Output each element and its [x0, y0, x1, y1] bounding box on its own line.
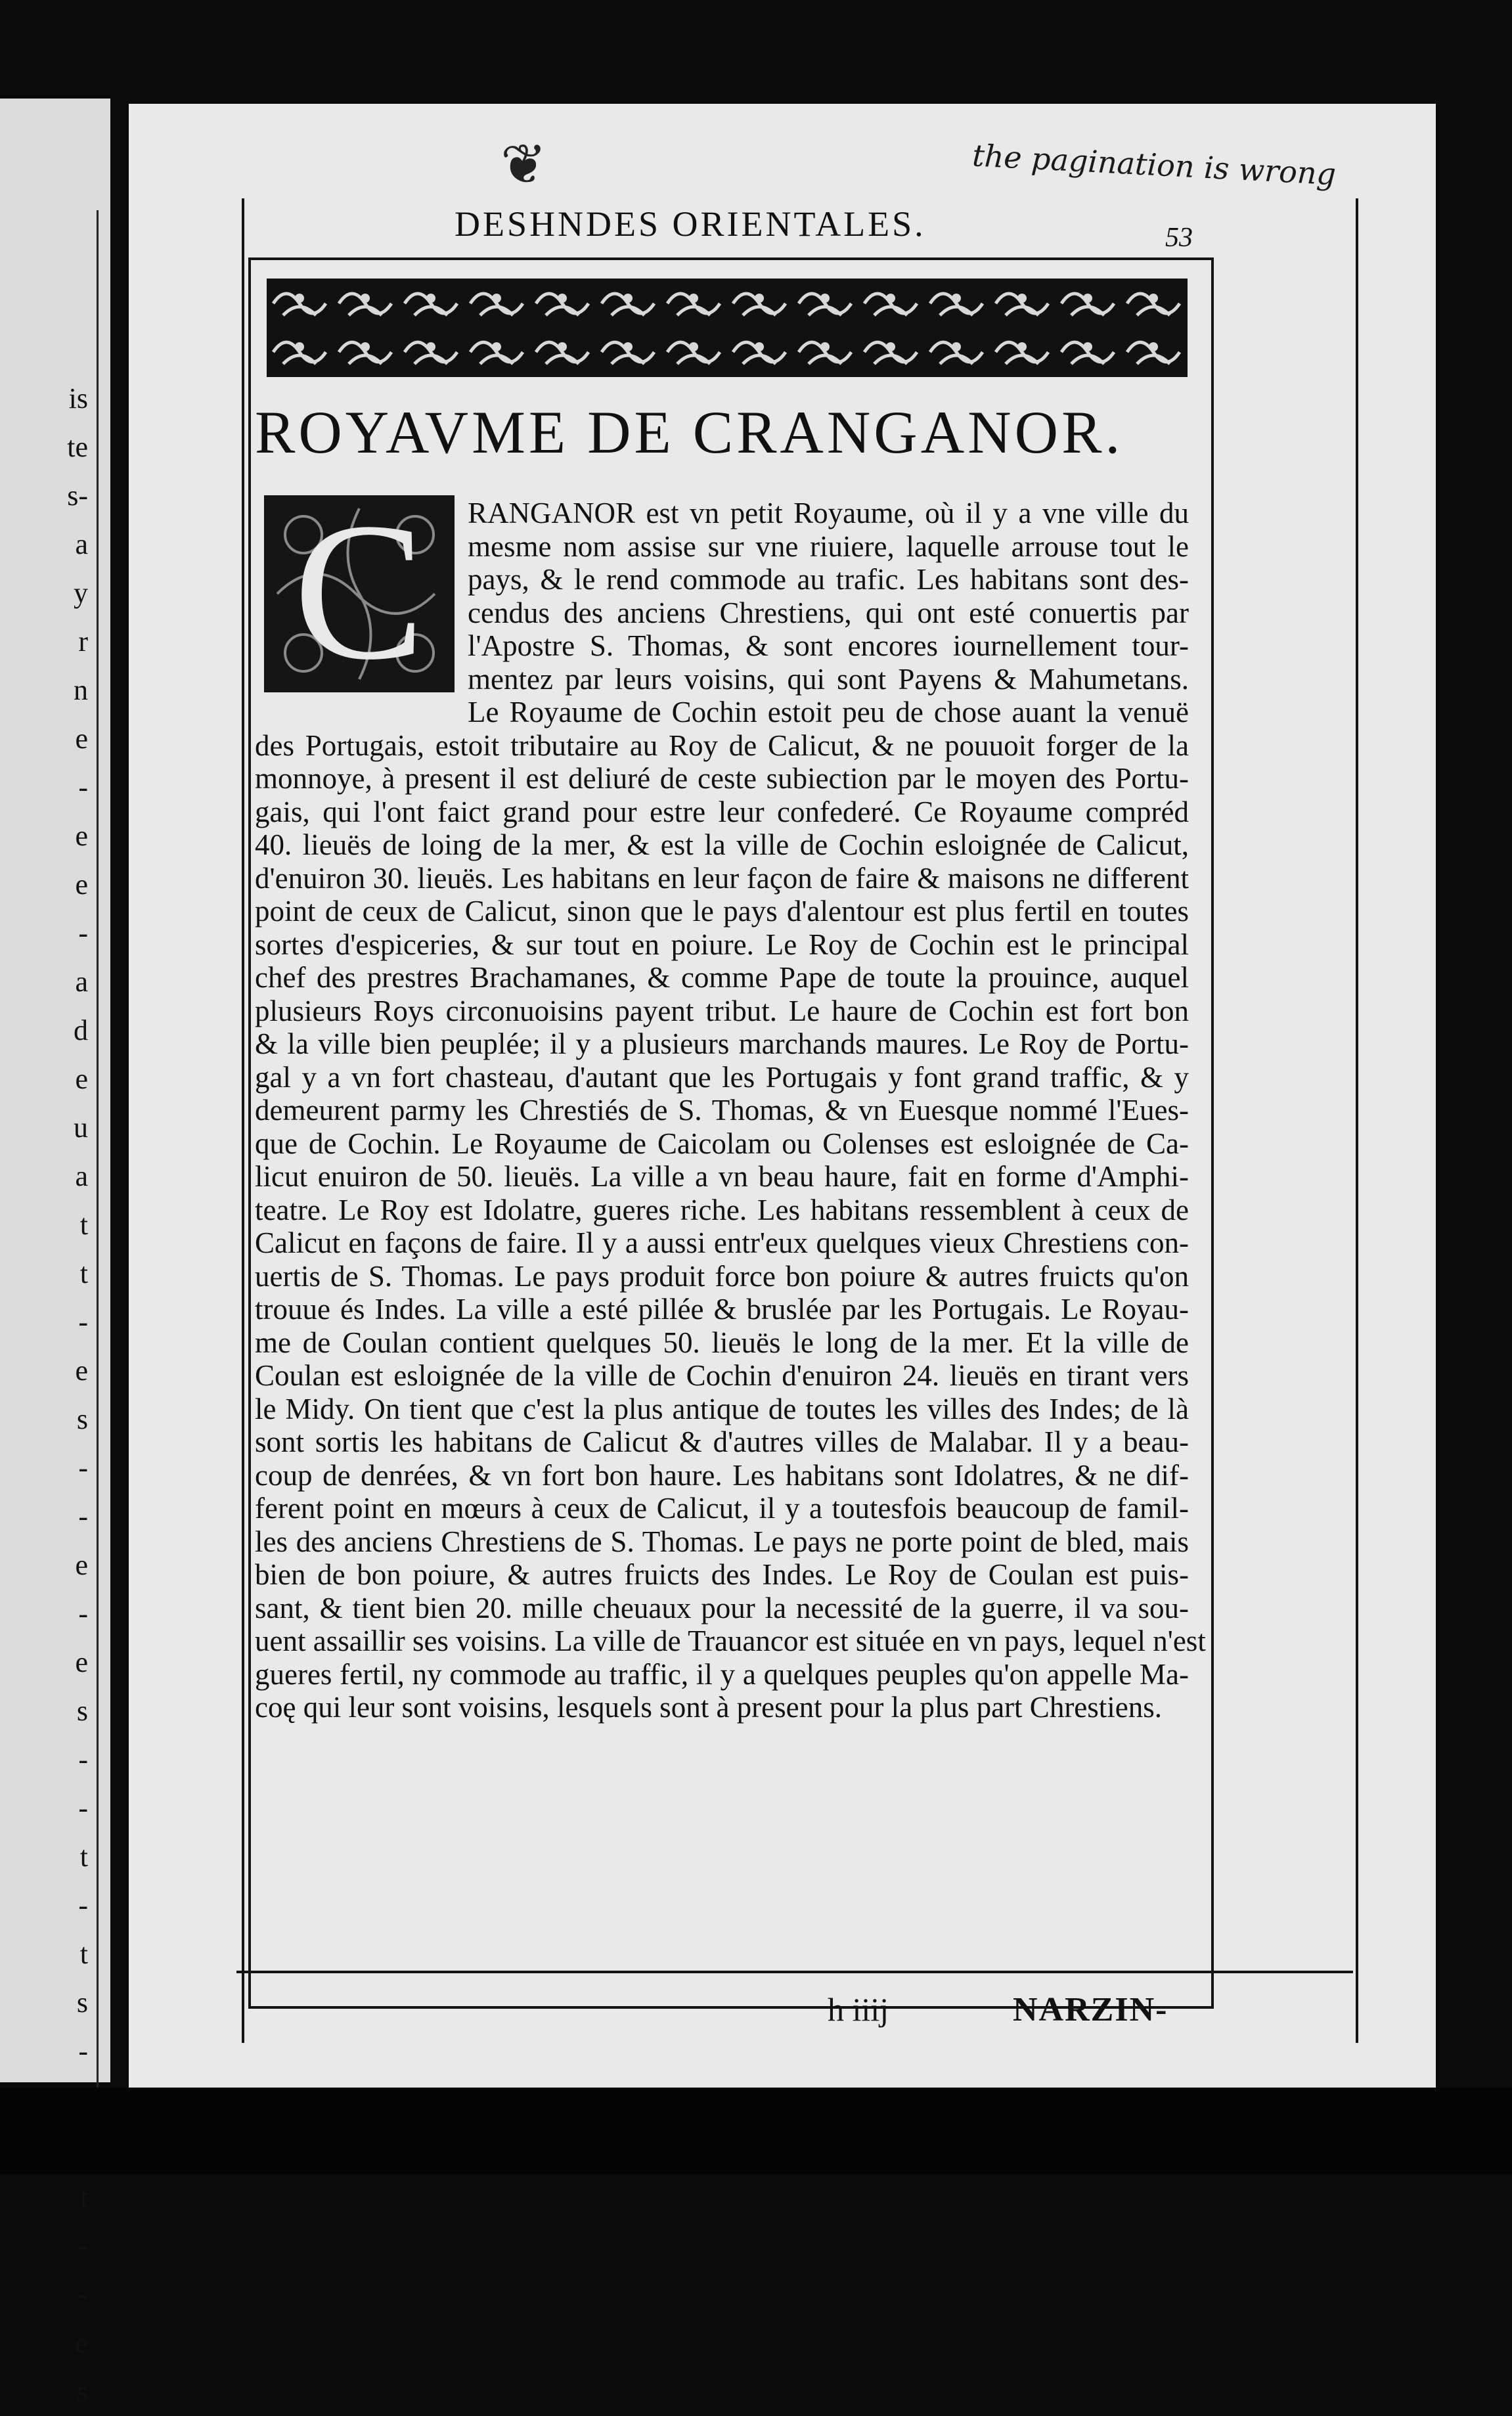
body-line: me de Coulan contient quelques 50. lieuës le long de la mer. Et la ville de	[255, 1326, 1189, 1359]
headpiece-dot	[820, 342, 830, 351]
left-page-char: -	[78, 1452, 88, 1484]
body-line: monnoye, à present il est deliuré de ceste subiection par le moyen des Portu-	[255, 762, 1189, 795]
body-line: mentez par leurs voisins, qui sont Payens & Mahumetans.	[468, 662, 1189, 696]
headpiece-dot	[426, 342, 435, 351]
headpiece-dot	[1017, 294, 1027, 303]
left-page-char: d	[74, 1014, 88, 1046]
left-page-char: e	[75, 1549, 88, 1581]
body-line: point de ceux de Calicut, sinon que le pays d'alentour est plus fertil en toutes	[255, 895, 1189, 928]
headpiece-dot	[558, 294, 567, 303]
headpiece-dot	[1083, 294, 1092, 303]
body-line: sortes d'espiceries, & sur tout en poiure. Le Roy de Cochin est le principal	[255, 928, 1189, 961]
body-line: trouue és Indes. La ville a esté pillée & bruslée par les Portugais. Le Royau-	[255, 1293, 1189, 1326]
left-page-char: e	[75, 723, 88, 755]
headpiece-dot	[755, 294, 764, 303]
left-page-char: s	[76, 2375, 88, 2407]
body-line: gal y a vn fort chasteau, d'autant que les Portugais y font grand traffic, & y	[255, 1060, 1189, 1094]
left-page-char: s-	[67, 480, 88, 512]
left-page-char: -	[78, 2035, 88, 2067]
body-line: ferent point en mœurs à ceux de Calicut, il y a toutesfois beaucoup de famil-	[255, 1492, 1189, 1525]
left-page-char: y	[74, 577, 88, 609]
headpiece-dot	[361, 294, 370, 303]
body-line: 40. lieuës de loing de la mer, & est la ville de Cochin esloignée de Calicut,	[255, 828, 1189, 861]
left-page-char: e	[75, 868, 88, 901]
body-line: RANGANOR est vn petit Royaume, où il y a vne ville du	[468, 497, 1189, 529]
headpiece-dot	[886, 342, 895, 351]
left-page-char: r	[78, 625, 88, 658]
headpiece-dot	[361, 342, 370, 351]
headpiece-dot	[952, 342, 961, 351]
left-page-char: t	[79, 1841, 88, 1873]
left-page-char: -	[78, 1598, 88, 1630]
left-page-char: a	[75, 528, 88, 560]
bottom-shadow	[0, 2088, 1512, 2174]
body-line: des Portugais, estoit tributaire au Roy de Calicut, & ne pouuoit forger de la	[255, 728, 1189, 762]
headpiece-dot	[1149, 294, 1158, 303]
body-line: les des anciens Chrestiens de S. Thomas. Le pays ne porte point de bled, mais	[255, 1525, 1189, 1558]
left-page-char: -	[78, 2229, 88, 2262]
body-line: Calicut en façons de faire. Il y a aussi entr'eux quelques vieux Chrestiens con-	[255, 1226, 1189, 1259]
body-line: teatre. Le Roy est Idolatre, gueres riche. Les habitans ressemblent à ceux de	[255, 1193, 1189, 1226]
running-head: DESHNDES ORIENTALES.	[455, 204, 926, 244]
headpiece-dot	[295, 342, 304, 351]
left-page-char: -	[78, 2278, 88, 2310]
body-line: uertis de S. Thomas. Le pays produit force bon poiure & autres fruicts qu'on	[255, 1259, 1189, 1293]
body-line: demeurent parmy les Chrestiés de S. Thomas, & vn Euesque nommé l'Eues-	[255, 1094, 1189, 1127]
body-line: bien de bon poiure, & autres fruicts des Indes. Le Roy de Coulan est puis-	[255, 1558, 1189, 1591]
left-page-char: -	[78, 1500, 88, 1532]
headpiece-dot	[886, 294, 895, 303]
handwritten-note: the pagination is wrong	[971, 137, 1337, 192]
left-page-char: e	[75, 1354, 88, 1387]
left-page-char: a	[75, 966, 88, 998]
headpiece-dot	[426, 294, 435, 303]
headpiece-dot	[492, 342, 501, 351]
left-page-char: s	[76, 1403, 88, 1435]
chapter-title: ROYAVME DE CRANGANOR.	[255, 399, 1124, 466]
left-page-rule	[97, 210, 99, 2115]
left-page-char: a	[75, 1160, 88, 1192]
headpiece-dot	[1149, 342, 1158, 351]
left-page-char: -	[78, 771, 88, 803]
left-page-char: n	[74, 674, 88, 706]
body-line: uent assaillir ses voisins. La ville de Trauancor est située en vn pays, lequel n'est	[255, 1624, 1206, 1657]
body-line: chef des prestres Brachamanes, & comme Pape de toute la prouince, auquel	[255, 961, 1189, 994]
body-line: le Midy. On tient que c'est la plus antique de toutes les villes des Indes; de là	[255, 1392, 1189, 1425]
top-ornament-icon: ❦	[500, 135, 547, 196]
body-line: gueres fertil, ny commode au traffic, il y a quelques peuples qu'on appelle Ma-	[255, 1657, 1189, 1691]
left-page-char: -	[78, 1889, 88, 1921]
left-page-char: is	[68, 382, 88, 414]
left-page-char: u	[74, 1111, 88, 1144]
body-line: d'enuiron 30. lieuës. Les habitans en leur façon de faire & maisons ne different	[255, 861, 1189, 895]
body-line: plusieurs Roys circonuoisins payent tribut. Le haure de Cochin est fort bon	[255, 994, 1189, 1027]
body-line: Le Royaume de Cochin estoit peu de chose auant la venuë	[468, 696, 1189, 728]
left-page-char: e	[75, 1063, 88, 1095]
left-page-char: e	[75, 1646, 88, 1678]
headpiece-dot	[1017, 342, 1027, 351]
bottom-rule	[236, 1971, 1353, 1973]
body-line: licut enuiron de 50. lieuës. La ville a vn beau haure, fait en forme d'Amphi-	[255, 1160, 1189, 1193]
left-page-char: -	[78, 1306, 88, 1338]
headpiece-dot	[689, 342, 698, 351]
body-line: coę qui leur sont voisins, lesquels sont à present pour la plus part Chrestiens.	[255, 1691, 1163, 1724]
left-page-char: s	[76, 1695, 88, 1727]
headpiece-dot	[623, 294, 633, 303]
headpiece-dot	[623, 342, 633, 351]
headpiece-dot	[558, 342, 567, 351]
left-page-char: -	[78, 1743, 88, 1776]
body-line: que de Cochin. Le Royaume de Caicolam ou Colenses est esloignée de Ca-	[255, 1127, 1189, 1160]
body-line: mesme nom assise sur vne riuiere, laquelle arrouse tout le	[468, 529, 1189, 563]
body-line: cendus des anciens Chrestiens, qui ont esté conuertis par	[468, 596, 1189, 629]
headpiece-dot	[295, 294, 304, 303]
left-page-char: t	[79, 2181, 88, 2213]
page-number: 53	[1165, 223, 1193, 253]
left-page-char: t	[79, 1938, 88, 1970]
catchword: NARZIN-	[1013, 1991, 1168, 2028]
body-line: pays, & le rend commode au trafic. Les habitans sont des-	[468, 563, 1189, 596]
body-line: & la ville bien peuplée; il y a plusieurs marchands maures. Le Roy de Portu-	[255, 1027, 1189, 1060]
headpiece-dot	[689, 294, 698, 303]
body-line: sont sortis les habitans de Calicut & d'autres villes de Malabar. Il y a beau-	[255, 1425, 1189, 1458]
left-page-char: -	[78, 917, 88, 949]
ornamental-headpiece	[267, 279, 1188, 377]
headpiece-dot	[492, 294, 501, 303]
left-page-char: t	[79, 1257, 88, 1289]
body-line: coup de denrées, & vn fort bon haure. Les habitans sont Idolatres, & ne dif-	[255, 1458, 1189, 1492]
headpiece-dot	[820, 294, 830, 303]
body-line: sant, & tient bien 20. mille cheuaux pour la necessité de la guerre, il va sou-	[255, 1591, 1189, 1624]
adjacent-left-page	[0, 99, 110, 2407]
left-page-char: s	[76, 1986, 88, 2019]
body-line: Coulan est esloignée de la ville de Cochin d'enuiron 24. lieuës en tirant vers	[255, 1359, 1189, 1392]
left-page-char: -	[78, 1792, 88, 1824]
decorated-initial	[264, 482, 455, 700]
headpiece-dot	[952, 294, 961, 303]
left-page-char: e	[75, 820, 88, 852]
initial-letter: C	[293, 482, 426, 700]
body-line: gais, qui l'ont faict grand pour estre leur confederé. Ce Royaume compréd	[255, 795, 1189, 828]
left-page-char: e	[75, 2327, 88, 2359]
signature-mark: h iiij	[828, 1991, 889, 2028]
left-page-char: t	[79, 1209, 88, 1241]
headpiece-dot	[1083, 342, 1092, 351]
headpiece-dot	[755, 342, 764, 351]
body-line: l'Apostre S. Thomas, & sont encores iournellement tour-	[468, 629, 1189, 662]
left-page-char: te	[67, 431, 88, 463]
